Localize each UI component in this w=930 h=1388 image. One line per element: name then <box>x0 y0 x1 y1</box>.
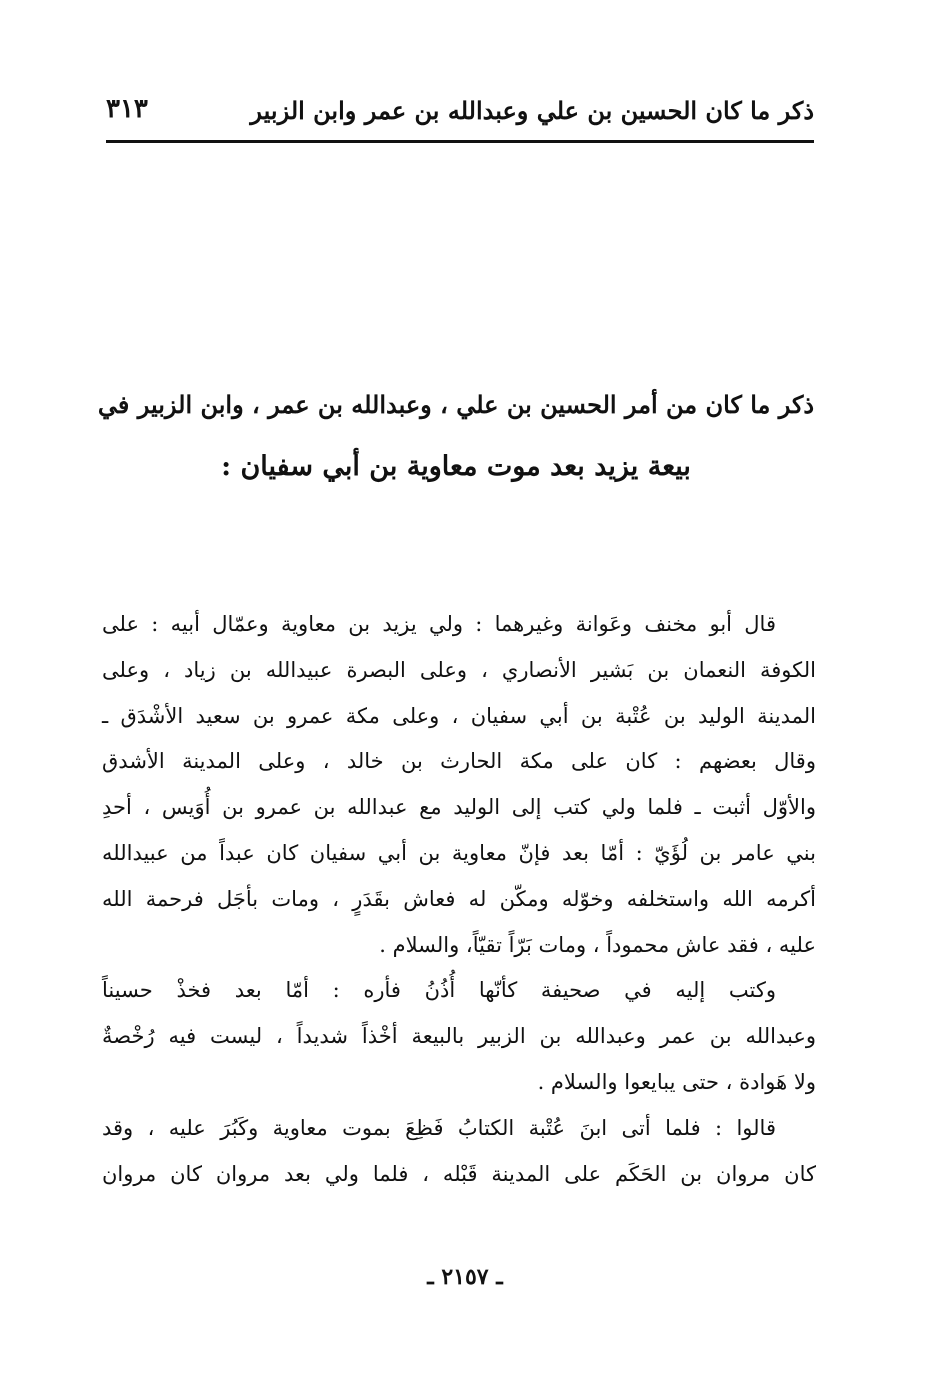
running-header-title: ذكر ما كان الحسين بن علي وعبدالله بن عمر وابن الزبير <box>250 96 814 125</box>
section-heading <box>96 374 816 498</box>
body-line: المدينة الوليد بن عُتْبة بن أبي سفيان ، وعلى مكة عمرو بن سعيد الأشْدَق ـ <box>102 703 816 728</box>
body-line: قال أبو مخنف وعَوانة وغيرهما : ولي يزيد بن معاوية وعمّال أبيه : على <box>102 612 776 636</box>
body-text <box>102 602 816 1197</box>
body-line: بني عامر بن لُؤَيّ : أمّا بعد فإنّ معاوية بن أبي سفيان كان عبداً من عبيدالله <box>102 840 816 865</box>
body-line: أكرمه الله واستخلفه وخوّله ومكّن له فعاش بقَدَرٍ ، ومات بأجَل فرحمة الله <box>102 886 816 911</box>
footer-page-number: ـ ٢١٥٧ ـ <box>427 1264 503 1290</box>
running-header-page-number: ٣١٣ <box>106 94 148 124</box>
body-line: وكتب إليه في صحيفة كأنّها أُذُنُ فأره : أمّا بعد فخذْ حسيناً <box>102 978 776 1003</box>
body-line: عليه ، فقد عاش محموداً ، ومات بَرّاً تقيّاً، والسلام . <box>379 932 816 957</box>
body-line: ولا هَوادة ، حتى يبايعوا والسلام . <box>537 1069 816 1094</box>
body-line: كان مروان بن الحَكَم على المدينة قَبْله ، فلما ولي بعد مروان كان مروان <box>102 1161 816 1186</box>
body-line: قالوا : فلما أتى ابنَ عُتْبة الكتابُ فَظِعَ بموت معاوية وكَبُرَ عليه ، وقد <box>102 1115 776 1140</box>
body-line: الكوفة النعمان بن بَشير الأنصاري ، وعلى البصرة عبيدالله بن زياد ، وعلى <box>102 657 816 682</box>
body-line: وعبدالله بن عمر وعبدالله بن الزبير بالبيعة أخْذاً شديداً ، ليست فيه رُخْصةٌ <box>102 1024 816 1049</box>
header-divider <box>106 140 814 143</box>
body-line: والأوّل أثبت ـ فلما ولي كتب إلى الوليد مع عبدالله بن عمرو بن أُوَيس ، أحدِ <box>102 795 816 820</box>
running-header <box>106 94 814 136</box>
section-heading-line: بيعة يزيد بعد موت معاوية بن أبي سفيان : <box>221 451 691 482</box>
body-line: وقال بعضهم : كان على مكة الحارث بن خالد ، وعلى المدينة الأشدق <box>102 749 816 774</box>
section-heading-line: ذكر ما كان من أمر الحسين بن علي ، وعبدالله بن عمر ، وابن الزبير في <box>97 390 815 419</box>
